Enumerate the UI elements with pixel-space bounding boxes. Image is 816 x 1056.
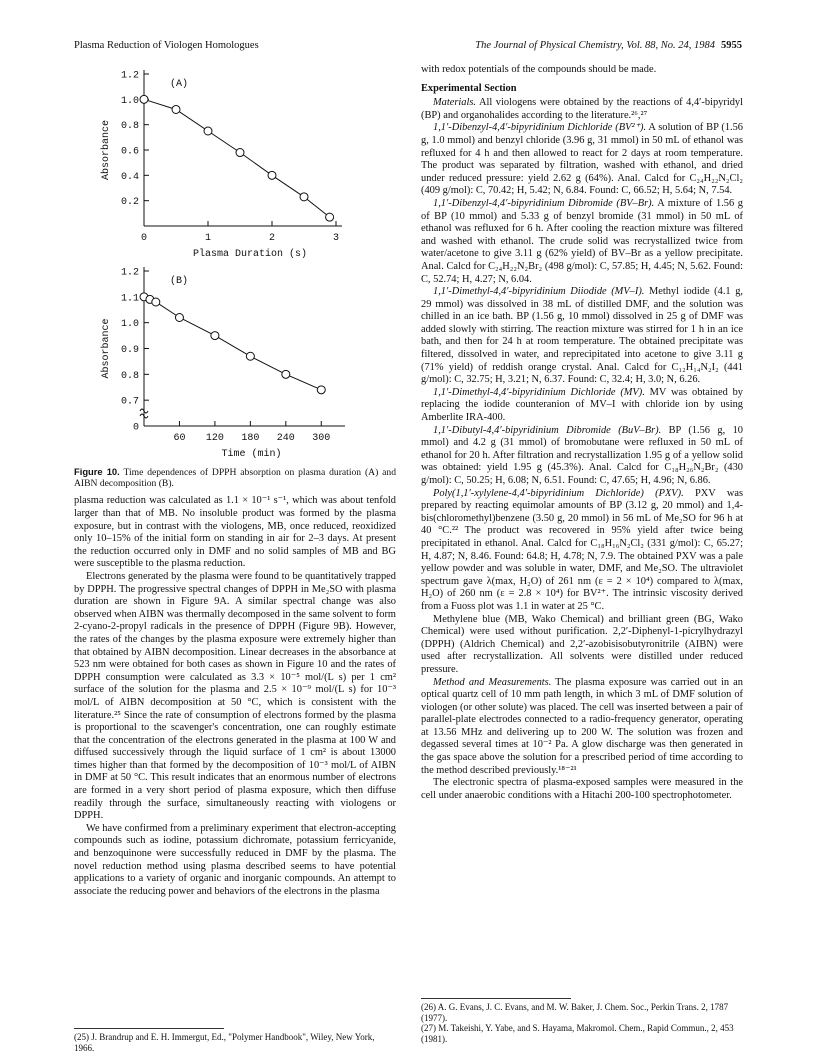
x-tick-label: 1 [204, 233, 212, 244]
running-header [74, 40, 742, 56]
experimental-paragraph [421, 488, 743, 614]
journal-citation: The Journal of Physical Chemistry, Vol. 88, No. 24, 1984 [475, 40, 715, 51]
paragraph-lead: 1,1′-Dimethyl-4,4′-bipyridinium Dichloride (MV). [433, 386, 645, 398]
footnotes-right [421, 988, 743, 1044]
paragraph-lead: Method and Measurements. [433, 676, 552, 688]
section-title: Experimental Section [421, 82, 517, 94]
paragraph-text: Methylene blue (MB, Wako Chemical) and brilliant green (BG, Wako Chemical) were used without purification. 2,2′-Diphenyl-1-picrylhydrazyl (DPPH) (Aldrich Chemical) and 2,2′-azobisisobutyronitrile (AIBN) were used after recrystallization. All solvents were distilled under reduced pressure. [421, 613, 743, 675]
page-number: 5955 [721, 40, 742, 51]
x-tick-label: 240 [276, 433, 295, 444]
paragraph-lead: Poly(1,1′-xylylene-4,4′-bipyridinium Dichloride) (PXV). [433, 487, 684, 499]
footnote-list-right [421, 1002, 743, 1044]
x-tick-label: 120 [205, 433, 224, 444]
right-column [421, 64, 743, 802]
footnote: (25) J. Brandrup and E. H. Immergut, Ed., "Polymer Handbook", Wiley, New York, 1966. [74, 1032, 375, 1053]
y-tick-label: 0.4 [120, 171, 139, 183]
right-body [421, 97, 743, 802]
figure-label: Figure 10. [74, 466, 120, 477]
paragraph-lead: Materials. [433, 97, 477, 109]
y-tick-label: 0.9 [120, 345, 139, 356]
data-point [204, 127, 212, 135]
data-point [211, 332, 219, 340]
experimental-paragraph [421, 677, 743, 778]
experimental-paragraph [421, 122, 743, 198]
y-tick-label: 1.0 [120, 319, 139, 331]
experimental-paragraph [421, 614, 743, 677]
y-tick-label: 1.0 [120, 95, 139, 107]
x-axis-label: Plasma Duration (s) [192, 249, 308, 260]
x-tick-label: 2 [268, 233, 276, 244]
y-axis-label: Absorbance [101, 318, 112, 379]
intro-line: with redox potentials of the compounds should be made. [421, 64, 657, 75]
left-body [74, 495, 396, 898]
paragraph-lead: 1,1′-Dimethyl-4,4′-bipyridinium Diiodide (MV–I). [433, 286, 645, 298]
x-axis-label: Time (min) [221, 449, 282, 460]
data-point [317, 386, 325, 394]
experimental-paragraph [421, 97, 743, 122]
data-point [282, 370, 290, 378]
figure-caption [74, 466, 396, 489]
body-paragraph: plasma reduction was calculated as 1.1 × 10⁻¹ s⁻¹, which was about tenfold larger than that of MB. No insoluble product was formed by the plasma exposure, but in contrast with the viologens, MB, once reduced, reoxidized only 10–15% of the initial form on standing in air for 2–3 days. At present the reduction occurred only in DMF and no solid samples of MB and BG were susceptible to the plasma reduction. [74, 495, 396, 570]
left-column [74, 64, 396, 898]
x-tick-label: 300 [312, 433, 331, 444]
experimental-paragraph [421, 425, 743, 488]
y-tick-label: 1.2 [120, 70, 139, 82]
panel-label: (B) [170, 276, 189, 287]
series-line [144, 297, 321, 390]
data-point [300, 193, 308, 201]
paragraph-text: BP (1.56 g, 10 mmol) and 4.2 g (31 mmol) of bromobutane were refluxed in 50 mL of ethanol for 20 h. After filtration and recrystallization 1.95 g of a yellow solid was obtained: yield 1.95 g (45.3%). Anal. Calcd for C₁₈H₂₆N₂Br₂ (430 g/mol): C, 50.25; H, 6.08; N, 6.51. Found: C, 47.65; H, 4.96; N, 6.86. [421, 424, 743, 486]
data-point [152, 298, 160, 306]
paragraph-text: The electronic spectra of plasma-exposed samples were measured in the cell under anaerobic conditions with a Hitachi 200-100 spectrophotometer. [421, 777, 743, 801]
y-tick-label: 0.2 [120, 197, 139, 209]
footnote: (27) M. Takeishi, Y. Yabe, and S. Hayama, Makromol. Chem., Rapid Commun., 2, 453 (1981). [421, 1023, 734, 1044]
paragraph-lead: 1,1′-Dibenzyl-4,4′-bipyridinium Dibromide (BV–Br). [433, 197, 655, 209]
experimental-paragraph [421, 286, 743, 387]
figure-10 [74, 64, 396, 464]
paragraph-text: MV was obtained by replacing the iodide counteranion of MV–I with chloride ion by using Amberlite IRA-400. [421, 386, 743, 424]
data-point [236, 149, 244, 157]
y-tick-label: 0 [132, 422, 139, 434]
panel-label: (A) [170, 79, 189, 90]
x-tick-label: 3 [332, 233, 340, 244]
data-point [326, 213, 334, 221]
footnotes-left [74, 1018, 396, 1053]
data-point [140, 95, 148, 103]
paragraph-text: Methyl iodide (4.1 g, 29 mmol) was dissolved in 38 mL of distilled DMF, and the solution was chilled in an ice bath. BP (1.56 g, 10 mmol) dissolved in 25 g of DMF was added slowly with stirring. The reaction mixture was stirred for 1 h in an ice bath, and then for 24 h at room temperature. The obtained precipitate was filtered, dissolved in water, and reprecipitated into acetone to give 3.11 g (71% yield) of reddish orange crystal. Anal. Calcd for C₁₂H₁₄N₂I₂ (441 g/mol): C, 32.75; H, 3.21; N, 6.37. Found: C, 32.4; H, 3.0; N, 6.26. [421, 286, 743, 386]
y-tick-label: 1.1 [120, 293, 139, 305]
paragraph-text: A solution of BP (1.56 g, 1.0 mmol) and benzyl chloride (3.96 g, 31 mmol) in 50 mL of ethanol was refluxed for 4 h and then allowed to react for 2 days at room temperature. The product was separated by filtration, washed with ethanol, and dried under reduced pressure: yield 2.62 g (64%). Anal. Calcd for C₂₄H₂₂N₂Cl₂ (409 g/mol): C, 70.42; H, 5.42; N, 6.84. Found: C, 66.52; H, 5.64; N, 7.54. [421, 122, 744, 197]
data-point [172, 105, 180, 113]
figure-10-charts [74, 64, 396, 464]
body-paragraph: Electrons generated by the plasma were found to be quantitatively trapped by DPPH. The progressive spectral changes of DPPH in Me₂SO with plasma duration are shown in Figure 9A. A similar spectral change was also observed when AIBN was thermally decomposed in the same solvent to form 2-cyano-2-propyl radicals in the presence of DPPH (Figure 9B). However, the rates of the changes by the plasma exposure were extremely higher than that obtained by AIBN decomposition. Linear decreases in the absorbance at 523 nm were obtained for both cases as shown in Figure 10 and the rates of DPPH consumption were calculated as 3.3 × 10⁻⁵ mol/(L s) per 1 cm² surface of the solution for the plasma and 2.5 × 10⁻⁹ mol/(L s) for 10⁻³ mol/L of AIBN decomposition at 50 °C, which is consistent with the literature.²⁵ Since the rate of consumption of electrons formed by the plasma is proportional to the scavenger's concentration, one can roughly estimate that the concentration of the electrons generated in the plasma at 100 W and diffused successively through the liquid surface of 1 cm² is about 13000 times higher than that formed by the decomposition of 10⁻³ mol/L of AIBN in DMF at 50 °C. This result indicates that an enormous number of electrons are formed in a very short period of plasma exposure, which then diffuse readily through the surface, simultaneously reacting with viologens or DPPH. [74, 570, 396, 822]
experimental-paragraph [421, 198, 743, 286]
paragraph-text: The plasma exposure was carried out in an optical quartz cell of 10 mm path length, in which 3 mL of DMF solution of viologen (or other solute) was placed. The cell was inserted between a pair of parallel-plate electrodes connected to a radio-frequency generator, operating at 13.56 MHz and delivering up to 200 W. The solution was frozen and degassed several times at 10⁻² Pa. A glow discharge was then generated in the gas space above the solution for a prescribed period of time according to the method described previously.¹⁸⁻²¹ [421, 676, 743, 776]
y-tick-label: 0.8 [120, 121, 139, 133]
experimental-paragraph [421, 387, 743, 425]
y-tick-label: 0.8 [120, 370, 139, 382]
paragraph-text: PXV was prepared by reacting equimolar amounts of BP (3.12 g, 20 mmol) and 1,4-bis(chloromethyl)benzene (3.50 g, 20 mmol) in 56 mL of Me₂SO for 96 h at 40 °C.²² The product was recovered in 95% yield after twice being precipitated in ethanol. Anal. Calcd for C₁₈H₁₆N₂Cl₂ (331 g/mol): C, 65.27; H, 4.87; N, 8.46. Found: 64.8; H, 4.78; N, 7.9. The obtained PXV was a pale yellow powder and was soluble in water, DMF, and Me₂SO. The ultraviolet spectrum gave λ(max, H₂O) of 261 nm (ε = 2 × 10⁴) compared to λ(max, H₂O) of 260 nm (ε = 2.8 × 10⁴) for BV²⁺. The intrinsic viscosity derived from a Fuoss plot was 1.1 in water at 25 °C. [421, 487, 743, 612]
footnote-rule [421, 998, 571, 999]
data-point [175, 314, 183, 322]
paragraph-text: A mixture of 1.56 g of BP (10 mmol) and 5.33 g of benzyl bromide (31 mmol) in 50 mL of ethanol was refluxed for 6 h. After cooling the reaction mixture was filtered and washed with ethanol. The crude solid was recrystallized twice from water/acetone to give 3.11 g (62% yield) of BV–Br as a yellow precipitate. Anal. Calcd for C₂₄H₂₂N₂Br₂ (498 g/mol): C, 57.85; H, 4.45; N, 5.62. Found: C, 52.74; H, 4.27; N, 6.04. [421, 197, 744, 285]
x-tick-label: 180 [241, 433, 260, 444]
data-point [246, 352, 254, 360]
header-journal [475, 40, 742, 51]
experimental-paragraph [421, 777, 743, 802]
data-point [268, 171, 276, 179]
footnote-rule [74, 1028, 224, 1029]
footnote-list-left [74, 1032, 396, 1053]
paragraph-lead: 1,1′-Dibenzyl-4,4′-bipyridinium Dichloride (BV²⁺). [433, 122, 647, 134]
paragraph-text: All viologens were obtained by the reactions of 4,4′-bipyridyl (BP) and organohalides according to the literature.²⁶,²⁷ [421, 97, 743, 121]
x-tick-label: 0 [140, 233, 148, 244]
x-tick-label: 60 [173, 433, 186, 444]
footnote: (26) A. G. Evans, J. C. Evans, and M. W. Baker, J. Chem. Soc., Perkin Trans. 2, 1787 (1977). [421, 1002, 729, 1023]
y-tick-label: 1.2 [120, 267, 139, 279]
figure-caption-text: Time dependences of DPPH absorption on plasma duration (A) and AIBN decomposition (B). [74, 467, 396, 490]
header-title: Plasma Reduction of Viologen Homologues [74, 40, 259, 51]
y-tick-label: 0.7 [120, 396, 139, 408]
paragraph-lead: 1,1′-Dibutyl-4,4′-bipyridinium Dibromide (BuV–Br). [433, 424, 662, 436]
y-axis-label: Absorbance [101, 119, 112, 181]
y-tick-label: 0.6 [120, 146, 139, 158]
body-paragraph: We have confirmed from a preliminary experiment that electron-accepting compounds such as iodine, potassium dichromate, potassium ferricyanide, and benzoquinone were successfully reduced in DMF by the plasma. The novel reduction method using plasma described seems to have potential applications to a variety of organic and inorganic compounds. An attempt to associate the reducing power and behaviors of the electrons in the plasma [74, 822, 396, 897]
